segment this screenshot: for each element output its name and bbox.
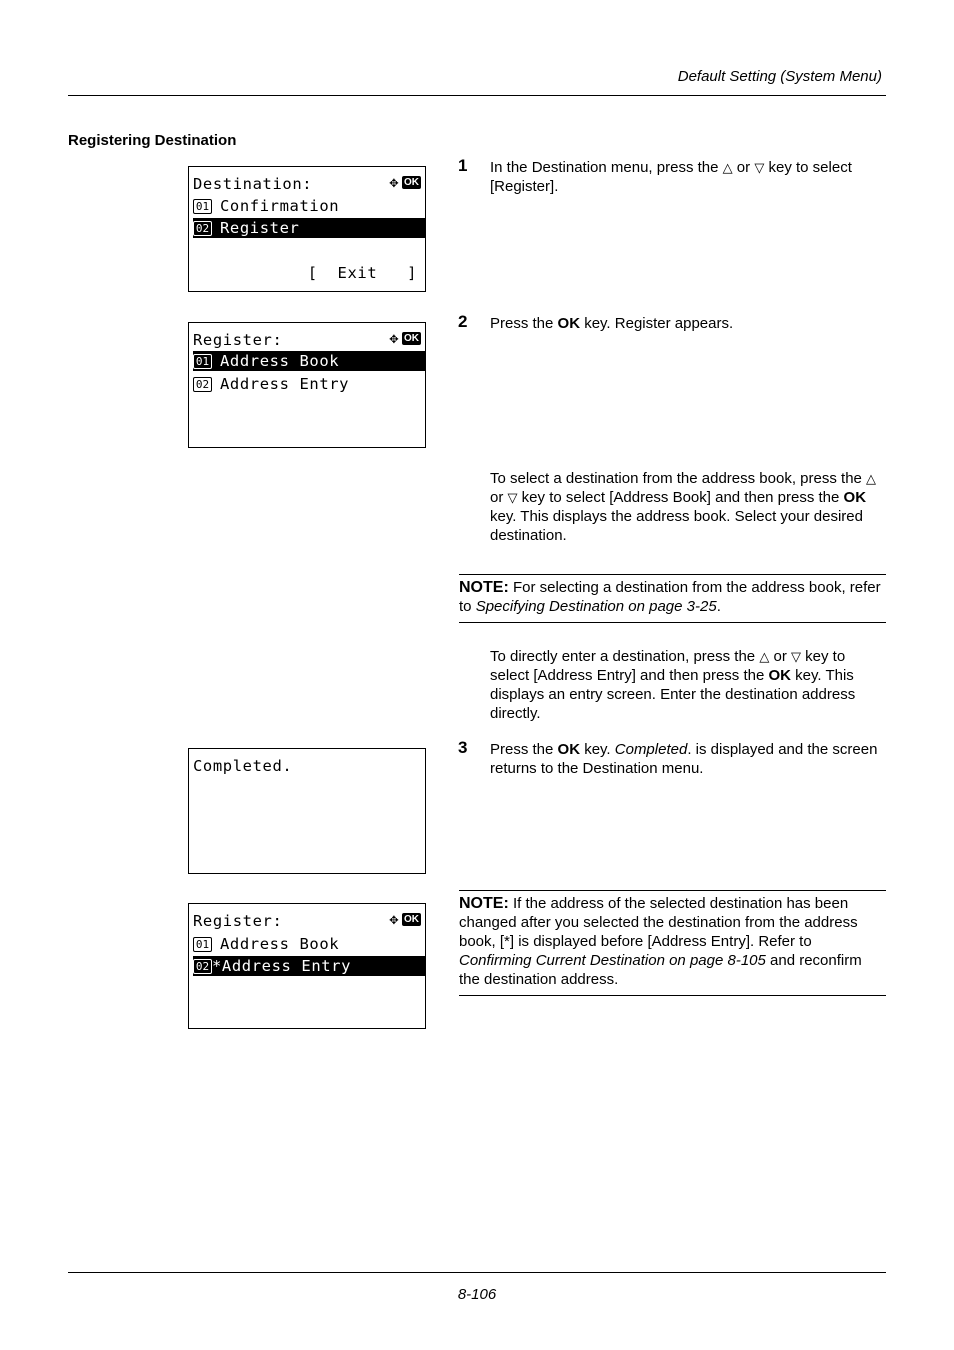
ok-key-label: OK: [843, 489, 867, 506]
text-run: key. Register appears.: [580, 315, 734, 332]
lcd-item-label: Confirmation: [220, 197, 340, 215]
lcd-title: Register:: [193, 331, 283, 349]
text-run: To directly enter a destination, press the: [490, 648, 760, 665]
text-run: To select a destination from the address book, press the: [490, 470, 867, 487]
up-arrow-key-icon: △: [722, 160, 733, 175]
lcd-screen-destination: [188, 166, 426, 292]
lcd-item-label: *Address Entry: [212, 957, 352, 975]
text-run: or: [732, 159, 755, 176]
lcd-screen-register: [188, 322, 426, 448]
lcd-screen-register-modified: [188, 903, 426, 1029]
lcd-item-label: Register: [220, 219, 300, 237]
section-title: Registering Destination: [68, 132, 237, 149]
lcd-menu-item-selected: [193, 351, 425, 371]
lcd-title: Register:: [193, 912, 283, 930]
step-1-text: [490, 158, 886, 196]
lcd-status-icons: [389, 175, 421, 189]
running-header: Default Setting (System Menu): [677, 68, 882, 85]
header-rule: [68, 95, 886, 96]
lcd-message: Completed.: [193, 757, 293, 775]
item-number-badge: 01: [193, 199, 212, 214]
text-run: For selecting a destination from the address book, refer to: [459, 579, 881, 615]
text-run: . is displayed and the screen returns to the Destination menu.: [490, 741, 878, 777]
up-arrow-key-icon: △: [759, 649, 770, 664]
text-run: .: [716, 598, 721, 615]
ok-key-icon: OK: [404, 332, 419, 344]
lcd-exit-softkey: [ Exit ]: [307, 264, 417, 282]
text-run: Press the: [490, 315, 558, 332]
cross-reference: Specifying Destination on page 3-25: [475, 598, 717, 615]
text-run: or: [490, 489, 508, 506]
text-run: key to select [Register].: [490, 159, 852, 195]
down-arrow-key-icon: ▽: [754, 160, 765, 175]
item-number-badge: 01: [193, 937, 212, 952]
step-number: 3: [458, 738, 468, 757]
ok-key-label: OK: [557, 315, 581, 332]
lcd-item-label: Address Entry: [220, 375, 350, 393]
lcd-status-icons: [389, 331, 421, 345]
up-arrow-key-icon: △: [866, 471, 877, 486]
step-number: 1: [458, 156, 468, 175]
completed-term: Completed: [614, 741, 688, 758]
cross-reference: Confirming Current Destination on page 8-105: [459, 952, 766, 969]
ok-key-icon: OK: [404, 176, 419, 188]
lcd-menu-item: [193, 374, 425, 394]
step-2-text: [490, 314, 886, 333]
text-run: key. This displays the address book. Select your desired destination.: [490, 508, 863, 544]
lcd-item-label: Address Book: [220, 352, 340, 370]
lcd-menu-item: [193, 934, 425, 954]
down-arrow-key-icon: ▽: [791, 649, 801, 664]
item-number-badge: 02: [193, 377, 212, 392]
nav-arrows-icon: ✥: [389, 173, 399, 191]
ok-key-label: OK: [768, 667, 791, 684]
text-run: key.: [580, 741, 615, 758]
item-number-badge: 02: [193, 959, 212, 974]
note-label: NOTE:: [459, 895, 509, 912]
lcd-status-icons: [389, 912, 421, 926]
item-number-badge: 01: [193, 354, 212, 369]
nav-arrows-icon: ✥: [389, 910, 399, 928]
lcd-menu-item-selected: [193, 218, 425, 238]
text-run: key to select [Address Entry] and then press the: [490, 648, 846, 684]
text-run: In the Destination menu, press the: [490, 159, 723, 176]
address-book-instructions: [490, 469, 886, 545]
text-run: or: [769, 648, 791, 665]
address-entry-instructions: [490, 647, 886, 723]
ok-key-icon: OK: [404, 913, 419, 925]
lcd-menu-item-selected: [193, 956, 425, 976]
ok-key-label: OK: [557, 741, 581, 758]
nav-arrows-icon: ✥: [389, 329, 399, 347]
note-box: [459, 574, 886, 623]
lcd-title: Destination:: [193, 175, 313, 193]
note-label: NOTE:: [459, 579, 509, 596]
item-number-badge: 02: [193, 221, 212, 236]
note-box: [459, 890, 886, 996]
text-run: and reconfirm the destination address.: [459, 952, 862, 988]
page-number: 8-106: [457, 1286, 497, 1303]
text-run: If the address of the selected destination has been changed after you selected the destination from the address book, [*] is displayed before [Address Entry]. Refer to: [459, 895, 858, 950]
step-number: 2: [458, 312, 468, 331]
footer-rule: [68, 1272, 886, 1273]
lcd-item-label: Address Book: [220, 935, 340, 953]
text-run: key to select [Address Book] and then press the: [517, 489, 844, 506]
lcd-menu-item: [193, 196, 425, 216]
text-run: Press the: [490, 741, 558, 758]
down-arrow-key-icon: ▽: [507, 490, 518, 505]
step-3-text: [490, 740, 886, 778]
lcd-screen-completed: [188, 748, 426, 874]
text-run: key. This displays an entry screen. Enter the destination address directly.: [490, 667, 856, 722]
